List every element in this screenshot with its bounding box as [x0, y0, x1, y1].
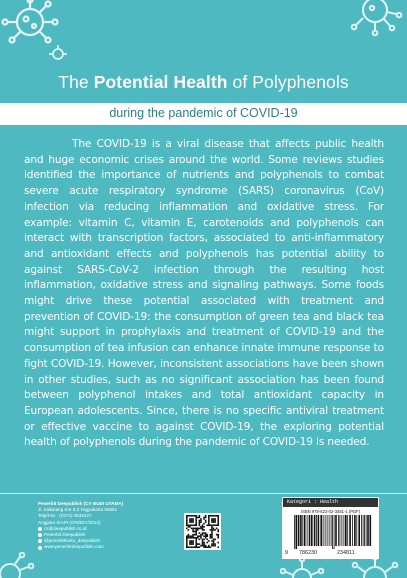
- contact-instagram: @penerbitbuku_deepublish: [44, 538, 101, 544]
- contact-website: www.penerbitdeepublish.com: [44, 544, 104, 550]
- instagram-icon: [38, 539, 42, 543]
- publisher-phone: Telp/Fax : (0274) 4533427: [38, 513, 92, 519]
- contact-row: [38, 544, 173, 550]
- publisher-name: Penerbit Deepublish (CV BUDI UTAMA): [38, 501, 124, 506]
- virus-illustration-top-right: [300, 0, 407, 50]
- publisher-address: Jl. Kaliurang Km 9,3 Yogyakarta 55581: [38, 507, 118, 513]
- title-emphasis: Potential Health: [93, 72, 228, 92]
- email-icon: [38, 527, 42, 531]
- category-label: Kategori : Health: [283, 498, 378, 507]
- book-title: [0, 72, 407, 93]
- footer-divider: [0, 493, 407, 494]
- back-cover-abstract: The COVID-19 is a viral disease that affects public health and huge economic crises around the world. Some reviews studies identified the importance of nutrients and polyphenols to combat severe acute respiratory syndrome (SARS) coronavirus (CoV) infection via reducing inflammation and oxidative stress. For example: vitamin C, vitamin E, carotenoids and polyphenols can interact with transcription factors, associated to anti-inflammatory and antioxidant effects and polyphenols has potential ability to against SARS-CoV-2 infection through the resulting host inflammation, oxidative stress and signaling pathways. Some foods might drive these potential associated with treatment and prevention of COVID-19: the consumption of green tea and black tea might support in prophylaxis and treatment of COVID-19 and the consumption of tea infusion can enhance innate immune response to fight COVID-19. However, inconsistent associations have been shown in other studies, such as no significant association has been found between polyphenol intakes and total antioxidant capacity in European adolescents. Since, there is no specific antiviral treatment or effective vaccine to against COVID-19, the exploring potential health of polyphenols during the pandemic of COVID-19 is needed.: [24, 138, 384, 449]
- isbn-number: ISBN 978-623-02-3481-1 (PDF): [300, 509, 361, 514]
- publisher-info: [38, 501, 173, 551]
- barcode: [288, 515, 374, 549]
- barcode-digit-lead: 9: [285, 550, 288, 556]
- book-subtitle: during the pandemic of COVID-19: [109, 106, 298, 120]
- title-prefix: The: [58, 72, 94, 92]
- web-icon: [38, 546, 42, 550]
- title-suffix: of Polyphenols: [227, 72, 349, 92]
- qr-code-graphic: [186, 515, 219, 548]
- qr-code: [184, 513, 221, 550]
- barcode-digits-left: 786230: [299, 550, 317, 556]
- barcode-digits-right: 234811: [337, 550, 355, 556]
- publisher-membership: Anggota IKAPI (076/DIY/2012): [38, 519, 101, 525]
- contact-email: cs@deepublish.co.id: [44, 525, 87, 531]
- facebook-icon: [38, 533, 42, 537]
- isbn-box: [282, 497, 379, 559]
- contact-facebook: Penerbit Deepublish: [44, 532, 86, 538]
- virus-illustration-top-left: [0, 0, 80, 60]
